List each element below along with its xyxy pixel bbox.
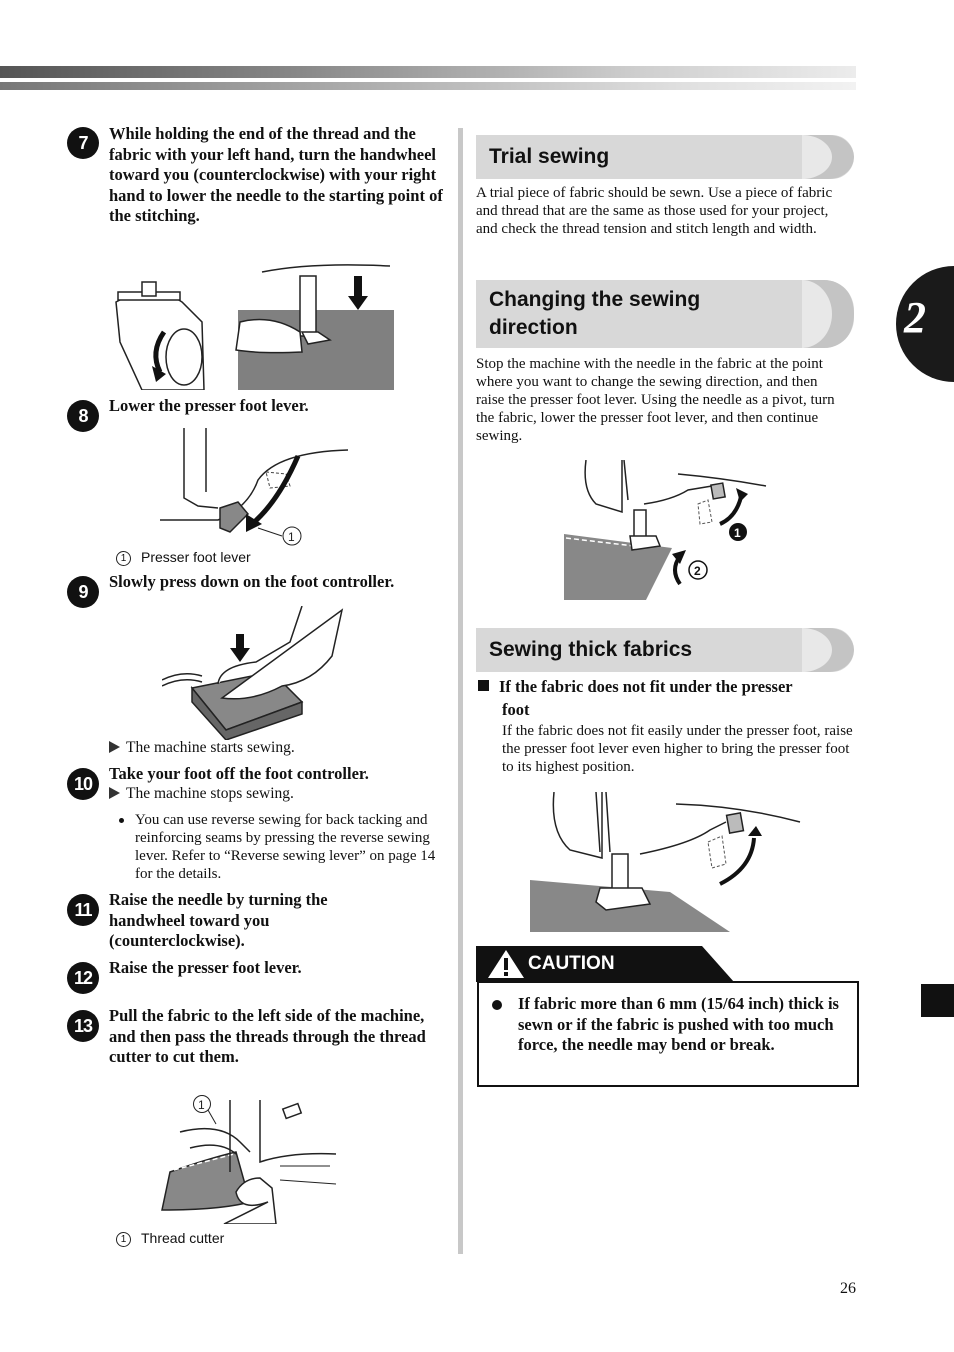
step-13-text: Pull the fabric to the left side of the machine, and then pass the threads through the thread cutter to cut them.: [109, 1006, 426, 1066]
header-bar: [0, 66, 856, 78]
illustration-foot-controller: [162, 606, 348, 740]
thick-fabrics-subheading: [478, 676, 848, 698]
heading-trial-sewing: [476, 135, 854, 179]
step-8-number: 8: [67, 400, 99, 432]
changing-direction-title-line2: direction: [489, 316, 578, 339]
step-9-text: Slowly press down on the foot controller.: [109, 572, 395, 591]
step-10-number: 10: [67, 768, 99, 800]
thick-subheading-line2: foot: [502, 700, 530, 719]
illustration-change-direction: [562, 460, 768, 602]
illustration-presser-foot-lever: [158, 428, 350, 548]
step-11-text: Raise the needle by turning the handwheel toward you (counterclockwise).: [109, 890, 328, 950]
step-11-number: 11: [67, 894, 99, 926]
thread-cutter-legend: [116, 1229, 224, 1247]
step-10-result: [109, 784, 294, 803]
step-9-result-text: The machine starts sewing.: [126, 739, 295, 756]
chapter-number: 2: [904, 293, 926, 342]
side-index-marker: [921, 984, 954, 1017]
legend-label: Presser foot lever: [141, 549, 251, 565]
trial-sewing-title: Trial sewing: [489, 145, 610, 168]
header-bar-secondary: [0, 82, 856, 90]
heading-changing-direction: [476, 280, 854, 348]
caution-bullet-icon: [492, 1000, 502, 1010]
legend-label: Thread cutter: [141, 1230, 225, 1246]
changing-direction-title-line1: Changing the sewing: [489, 288, 701, 311]
caution-text: If fabric more than 6 mm (15/64 inch) thick is sewn or if the fabric is pushed with too much force, the needle may bend or break.: [518, 994, 839, 1054]
thick-fabrics-title: Sewing thick fabrics: [489, 638, 693, 661]
page-number: 26: [840, 1280, 856, 1297]
result-arrow-icon: [109, 787, 120, 799]
illustration-thread-cutter: [160, 1092, 340, 1224]
square-bullet-icon: [478, 680, 489, 691]
step-9-number: 9: [67, 576, 99, 608]
note-bullet-icon: [119, 818, 124, 823]
presser-lever-callout: 1: [288, 530, 295, 544]
step-12-number: 12: [67, 962, 99, 994]
step-9-result: [109, 738, 295, 757]
thread-cutter-callout: 1: [198, 1098, 205, 1112]
result-arrow-icon: [109, 741, 120, 753]
illustration-raise-presser-foot: [530, 792, 802, 932]
thick-subheading-line1: If the fabric does not fit under the presser: [499, 677, 793, 696]
legend-callout-number: 1: [116, 1232, 131, 1247]
direction-callout-1: 1: [734, 526, 741, 540]
changing-direction-body: Stop the machine with the needle in the fabric at the point where you want to change the sewing direction, and then raise the presser foot lever. Using the needle as a pivot, turn the fabric, lower the presser foot lever, and then continue sewing.: [476, 356, 835, 444]
heading-sewing-thick-fabrics: [476, 628, 854, 672]
step-7-text: While holding the end of the thread and the fabric with your left hand, turn the handwheel toward you (counterclockwise) with your right hand to lower the needle to the starting point of the stitching.: [109, 124, 443, 225]
legend-callout-number: 1: [116, 551, 131, 566]
step-12-text: Raise the presser foot lever.: [109, 958, 302, 977]
step-10-result-text: The machine stops sewing.: [126, 785, 294, 802]
caution-label: CAUTION: [528, 953, 615, 974]
step-10-text: Take your foot off the foot controller.: [109, 764, 369, 783]
trial-sewing-body: A trial piece of fabric should be sewn. Use a piece of fabric and thread that are the same as those used for your project, and check the thread tension and stitch length and width.: [476, 185, 833, 237]
step-8-text: Lower the presser foot lever.: [109, 396, 309, 415]
step-10-note: You can use reverse sewing for back tacking and reinforcing seams by pressing the reverse sewing lever. Refer to “Reverse sewing lever” on page 14 for the details.: [135, 812, 436, 882]
presser-foot-lever-legend: [116, 548, 251, 566]
direction-callout-2: 2: [694, 564, 701, 578]
thick-fabrics-body: If the fabric does not fit easily under the presser foot, raise the presser foot lever even higher to bring the presser foot to its highest position.: [502, 723, 853, 775]
step-13-number: 13: [67, 1010, 99, 1042]
column-divider: [458, 128, 463, 1254]
illustration-lower-needle: [112, 262, 394, 390]
step-7-number: 7: [67, 127, 99, 159]
